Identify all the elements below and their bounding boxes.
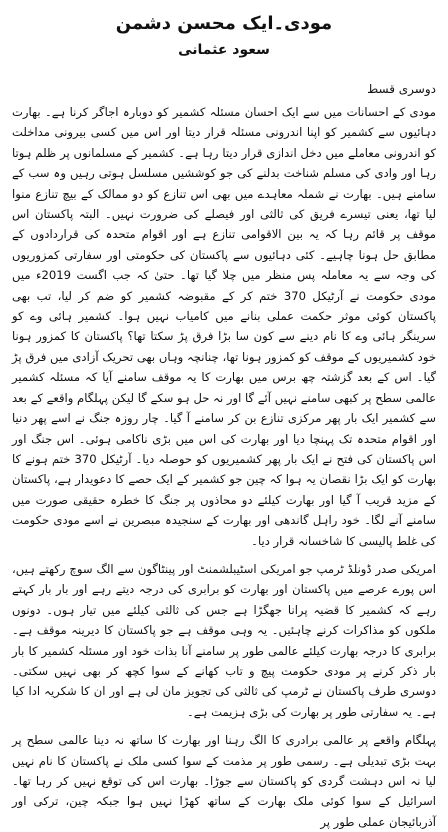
author-name: سعود عثمانی: [178, 42, 270, 58]
paragraph: پہلگام واقعے پر عالمی برادری کا الگ رہنا اور بھارت کا ساتھ نہ دینا عالمی سطح پر بہت بڑی تبدیلی ہے۔ رسمی طور پر مذمت کے سوا کسی ملک نے پاکستان کا نام نہیں لیا نہ اس دہشت گردی کو پاکستان سے جوڑا۔ بھارت اس کی توقع نہیں کر رہا تھا۔ اسرائیل کے سوا کوئی ملک بھارت کے ساتھ کھڑا نہیں ہوا جبکہ چین، ترکی اور آذربائیجان عملی طور پر: [12, 733, 436, 829]
paragraph: مودی کے احسانات میں سے ایک احسان مسئلہ کشمیر کو دوبارہ اجاگر کرنا ہے۔ بھارت دہائیوں سے کشمیر کو اپنا اندرونی مسئلہ قرار دیتا اور اس میں کسی بیرونی مداخلت کو اندرونی معاملے میں دخل اندازی قرار دیتا رہا ہے۔ کشمیر کے مسلمانوں پر ظلم ہوتا رہا اور وادی کی مسلم شناخت بدلنے کی جو کوششیں مسلسل ہوتی رہیں وہ سب کے سامنے ہیں۔ بھارت نے شملہ معاہدے میں بھی اس تنازع کو دو ممالک کے بیچ تنازع منوا لیا تھا، یعنی تیسرے فریق کی ثالثی اور فیصلے کی ضرورت نہیں۔ البتہ پاکستان اس موقف پر قائم رہا کہ یہ بین الاقوامی تنازع ہے اور اقوام متحدہ کی قراردادوں کے مطابق حل ہونا چاہیے۔ کئی دہائیوں سے پاکستان کی حکومتی اور سفارتی کمزوریوں کی وجہ سے یہ معاملہ پس منظر میں چلا گیا تھا۔ حتیٰ کہ جب اگست 2019ء میں مودی حکومت نے آرٹیکل 370 ختم کر کے مقبوضہ کشمیر کو ضم کر لیا، تب بھی پاکستان کوئی موثر حکمت عملی بنانے میں کامیاب نہیں ہوا۔ کشمیر ہائی وے کو سرینگر ہائی وے کا نام دینے سے کون سا بڑا فرق پڑ سکتا تھا؟ پاکستان کا کمزور ہونا خود کشمیریوں کے موقف کو کمزور ہونا تھا، چنانچہ وہاں بھی تحریک آزادی میں فرق پڑ گیا۔ اس کے بعد گزشتہ چھ برس میں بھارت کا یہ موقف سامنے آیا کہ مسئلہ کشمیر عالمی سطح پر کبھی سامنے نہیں آئے گا اور نہ حل ہو سکے گا لیکن پہلگام واقعے کے بعد سے کشمیر ایک بار پھر مرکزی تنازع بن کر سامنے آ گیا۔ چار روزہ جنگ نے اسے پھر دنیا اور اقوام متحدہ تک پہنچا دیا اور بھارت کی اس میں بڑی ناکامی ہوئی۔ اس جنگ اور اس پاکستان کی فتح نے ایک بار پھر کشمیریوں کو حوصلہ دیا۔ آرٹیکل 370 ختم ہونے کا بھارت کو ایک بڑا نقصان یہ ہوا کہ چین جو کشمیر کے ایک حصے کا دعویدار ہے، پاکستان کے مزید قریب آ گیا اور بھارت کیلئے دو محاذوں پر جنگ کا خطرہ حقیقی صورت میں سامنے آنے لگا۔ خود راہل گاندھی اور بھارت کے سنجیدہ مبصرین نے اسے مودی حکومت کی غلط پالیسی کا شاخسانہ قرار دیا۔: [12, 105, 437, 548]
paragraph: امریکی صدر ڈونلڈ ٹرمپ جو امریکی اسٹیبلشمنٹ اور پینٹاگون سے الگ سوچ رکھتے ہیں، اس پورے عرصے میں پاکستان اور بھارت کو برابری کی درجہ دیتے رہے اور بار بار کہتے رہے کہ کشمیر کا قضیہ پرانا جھگڑا ہے جس کی ثالثی کیلئے میں تیار ہوں۔ دونوں ملکوں کو مذاکرات کرنے چاہئیں۔ یہ وہی موقف ہے جو پاکستان کا دیرینہ موقف ہے۔ برابری کا درجہ بھارت کیلئے عالمی طور پر سامنے آنا بذات خود اور مسئلہ کشمیر کا بار بار ذکر کرنے پر مودی حکومت پیچ و تاب کھانے کے سوا کچھ کر بھی نہیں سکتی۔ دوسری طرف پاکستان نے ٹرمپ کی ثالثی کی تجویز مان لی ہے اور ان کا شکریہ ادا کیا ہے۔ یہ سفارتی طور پر بھارت کی بڑی ہزیمت ہے۔: [12, 561, 436, 719]
article-title: مودی۔ایک محسن دشمن: [115, 13, 333, 34]
article-body: [12, 102, 436, 832]
part-label: دوسری قسط: [367, 82, 436, 96]
